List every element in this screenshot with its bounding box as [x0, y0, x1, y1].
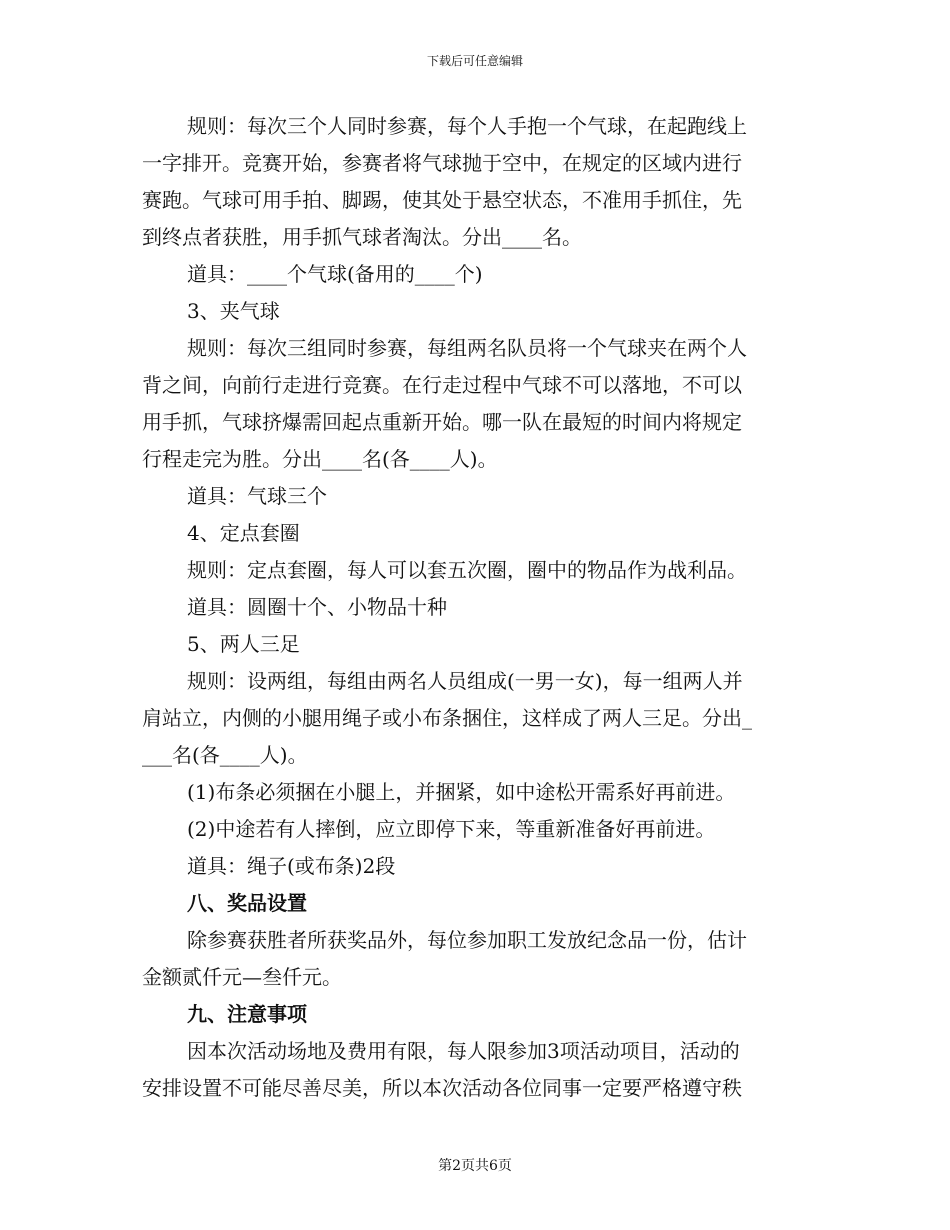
page-footer: 第2页共6页 — [438, 1158, 512, 1174]
text-line: 道具：气球三个 — [187, 484, 327, 508]
text-line: 到终点者获胜，用手抓气球者淘汰。分出____名。 — [142, 225, 582, 249]
text-line: ___名(各____人)。 — [142, 743, 308, 767]
text-line: 规则：设两组，每组由两名人员组成(一男一女)，每一组两人并 — [187, 669, 743, 693]
text-line: 背之间，向前行走进行竞赛。在行走过程中气球不可以落地，不可以 — [142, 373, 742, 397]
page-header: 下载后可任意编辑 — [426, 54, 523, 68]
text-line: 因本次活动场地及费用有限，每人限参加3项活动项目，活动的 — [187, 1039, 740, 1063]
text-line: 道具：圆圈十个、小物品十种 — [187, 595, 447, 619]
text-line: 一字排开。竞赛开始，参赛者将气球抛于空中，在规定的区域内进行 — [142, 151, 742, 175]
section-heading: 4、定点套圈 — [187, 521, 300, 545]
text-line: 行程走完为胜。分出____名(各____人)。 — [142, 447, 498, 471]
text-line: 道具：绳子(或布条)2段 — [187, 854, 396, 878]
text-line: 规则：每次三组同时参赛，每组两名队员将一个气球夹在两个人 — [187, 336, 747, 360]
text-line: 除参赛获胜者所获奖品外，每位参加职工发放纪念品一份，估计 — [187, 928, 747, 952]
text-line: (2)中途若有人摔倒，应立即停下来，等重新准备好再前进。 — [187, 817, 716, 841]
text-line: 金额贰仟元—叁仟元。 — [142, 965, 342, 989]
text-line: (1)布条必须捆在小腿上，并捆紧，如中途松开需系好再前进。 — [187, 780, 736, 804]
text-line: 规则：定点套圈，每人可以套五次圈，圈中的物品作为战利品。 — [187, 558, 747, 582]
text-line: 规则：每次三个人同时参赛，每个人手抱一个气球，在起跑线上 — [187, 114, 747, 138]
text-line: 道具：____个气球(备用的____个) — [187, 262, 483, 286]
text-line: 安排设置不可能尽善尽美，所以本次活动各位同事一定要严格遵守秩 — [142, 1076, 742, 1100]
text-line: 赛跑。气球可用手拍、脚踢，使其处于悬空状态，不准用手抓住，先 — [142, 188, 742, 212]
section-heading: 5、两人三足 — [187, 632, 300, 656]
text-line: 肩站立，内侧的小腿用绳子或小布条捆住，这样成了两人三足。分出_ — [142, 706, 752, 730]
section-heading: 九、注意事项 — [187, 1002, 307, 1026]
text-line: 用手抓，气球挤爆需回起点重新开始。哪一队在最短的时间内将规定 — [142, 410, 742, 434]
section-heading: 八、奖品设置 — [187, 891, 307, 915]
section-heading: 3、夹气球 — [187, 299, 280, 323]
